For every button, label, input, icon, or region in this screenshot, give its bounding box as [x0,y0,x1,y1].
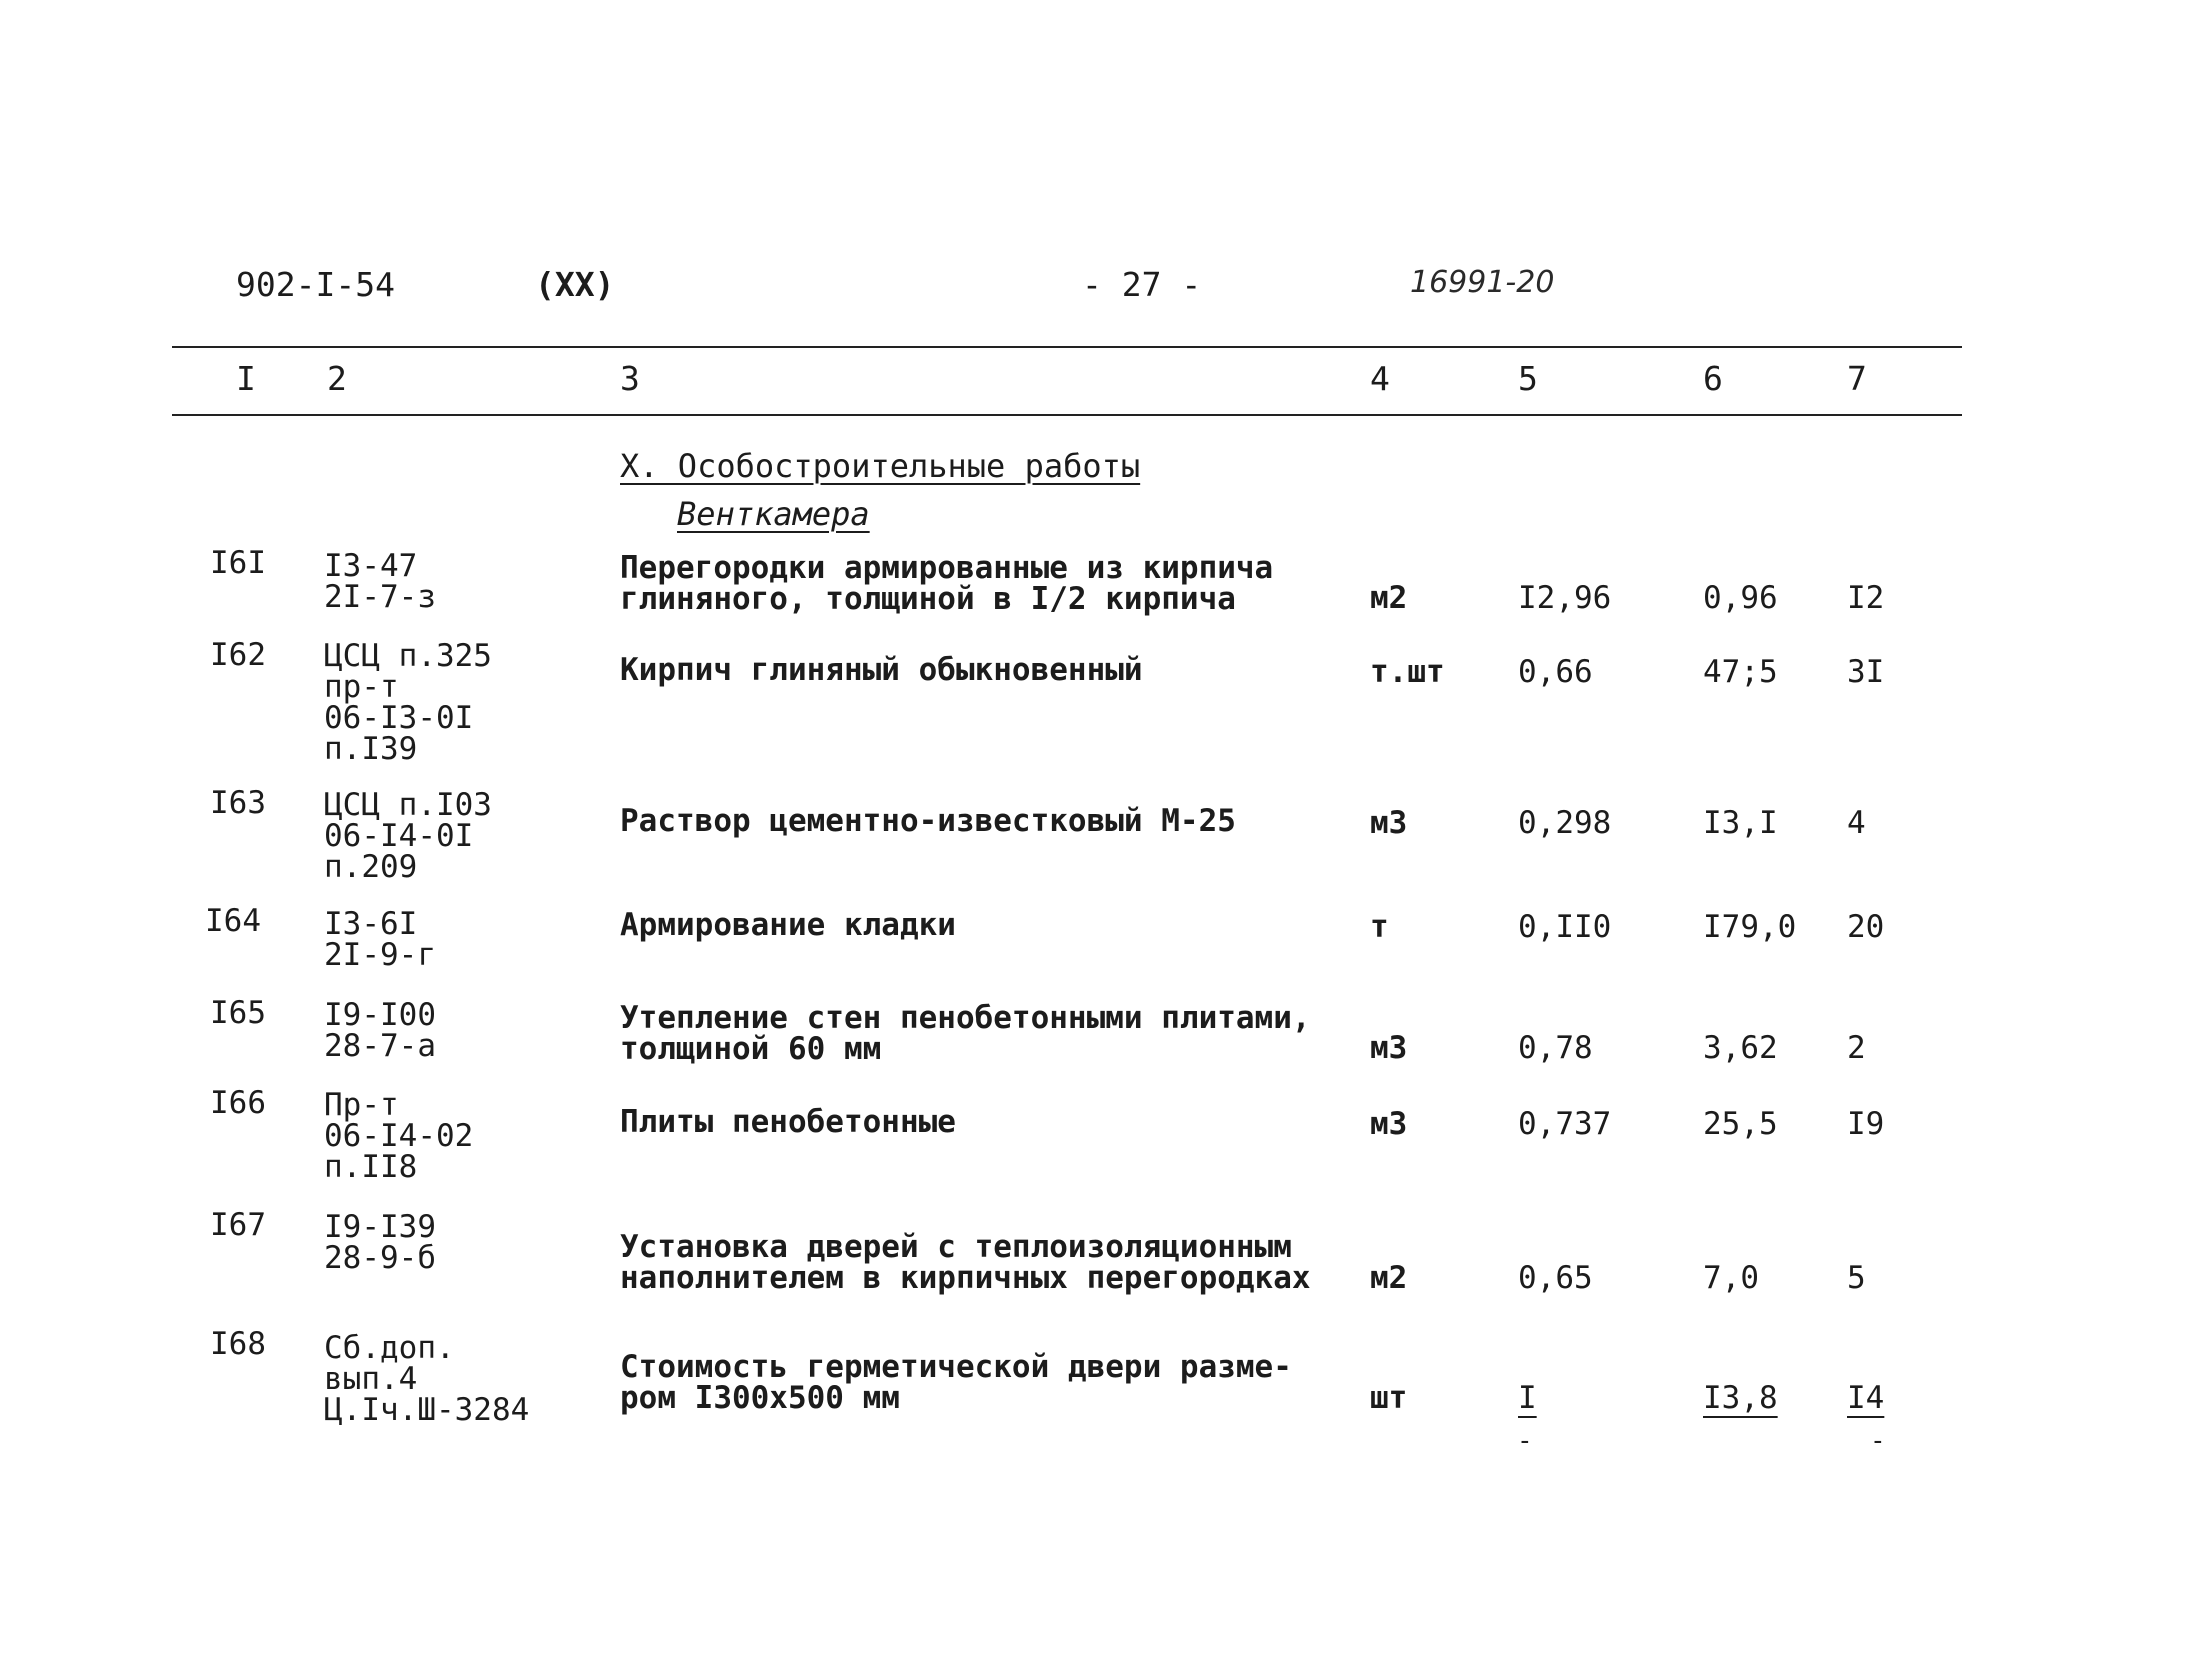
row-number: I64 [205,903,261,939]
row-code: Пр-т 06-I4-02 п.II8 [324,1087,474,1185]
archive-stamp: 16991-20 [1410,265,1555,300]
footer-dash-mark: - [1870,1426,1886,1456]
column-header-5: 5 [1518,359,1538,398]
row-code: I3-6I 2I-9-г [324,906,436,973]
section-heading [620,442,1140,538]
row-total: 2 [1847,1030,1866,1066]
row-number: I67 [210,1207,266,1243]
column-header-7: 7 [1847,359,1867,398]
row-description: Плиты пенобетонные [620,1104,956,1140]
row-code: I9-I00 28-7-а [324,997,436,1064]
row-code: Сб.доп. вып.4 Ц.Iч.Ш-3284 [324,1330,530,1428]
row-quantity: I2,96 [1518,580,1612,616]
row-code: I9-I39 28-9-б [324,1209,436,1276]
row-number: I6I [210,545,266,581]
row-unit: м3 [1370,805,1408,841]
row-description: Кирпич глиняный обыкновенный [620,652,1143,688]
row-price: 3,62 [1703,1030,1778,1066]
row-unit: м2 [1370,1260,1408,1296]
row-quantity: 0,737 [1518,1106,1612,1142]
row-description: Армирование кладки [620,907,956,943]
row-price: I79,0 [1703,909,1797,945]
row-unit: т [1370,909,1389,945]
row-unit: м3 [1370,1106,1408,1142]
row-unit: м2 [1370,580,1408,616]
document-code: 902-I-54 [236,265,395,304]
row-description: Установка дверей с теплоизоляционным наполнителем в кирпичных перегородках [620,1229,1311,1296]
row-price: 47;5 [1703,654,1778,690]
column-header-1: I [236,359,256,398]
row-number: I62 [210,637,266,673]
row-quantity: I [1518,1380,1537,1416]
section-number: (XX) [535,265,615,304]
row-description: Стоимость герметической двери разме- ром I300х500 мм [620,1349,1292,1416]
row-total: 5 [1847,1260,1866,1296]
row-quantity: 0,II0 [1518,909,1612,945]
row-code: ЦСЦ п.I03 06-I4-0I п.209 [324,787,492,885]
subsection-heading: Венткамера [677,495,870,533]
row-code: ЦСЦ п.325 пр-т 06-I3-0I п.I39 [324,638,492,767]
row-price: I3,8 [1703,1380,1778,1416]
row-description: Раствор цементно-известковый М-25 [620,803,1236,839]
row-total: 3I [1847,654,1885,690]
row-price: 0,96 [1703,580,1778,616]
row-total: I4 [1847,1380,1885,1416]
row-number: I66 [210,1085,266,1121]
page-number: - 27 - [1082,265,1202,304]
column-header-6: 6 [1703,359,1723,398]
table-header-rule [172,414,1962,416]
row-unit: т.шт [1370,654,1445,690]
column-header-4: 4 [1370,359,1390,398]
row-total: 4 [1847,805,1866,841]
row-unit: м3 [1370,1030,1408,1066]
row-price: I3,I [1703,805,1778,841]
row-number: I68 [210,1326,266,1362]
row-quantity: 0,66 [1518,654,1593,690]
row-description: Перегородки армированные из кирпича глиняного, толщиной в I/2 кирпича [620,550,1274,617]
row-unit: шт [1370,1380,1408,1416]
row-price: 7,0 [1703,1260,1759,1296]
table-top-rule [172,346,1962,348]
section-heading-text: Х. Особостроительные работы [620,447,1141,485]
row-description: Утепление стен пенобетонными плитами, толщиной 60 мм [620,1000,1311,1067]
footer-dash-mark: - [1517,1426,1533,1456]
column-header-2: 2 [327,359,347,398]
row-price: 25,5 [1703,1106,1778,1142]
row-quantity: 0,65 [1518,1260,1593,1296]
row-number: I63 [210,785,266,821]
column-header-3: 3 [620,359,640,398]
row-quantity: 0,78 [1518,1030,1593,1066]
row-number: I65 [210,995,266,1031]
row-code: I3-47 2I-7-з [324,548,436,615]
row-total: I2 [1847,580,1885,616]
row-total: I9 [1847,1106,1885,1142]
row-total: 20 [1847,909,1885,945]
row-quantity: 0,298 [1518,805,1612,841]
